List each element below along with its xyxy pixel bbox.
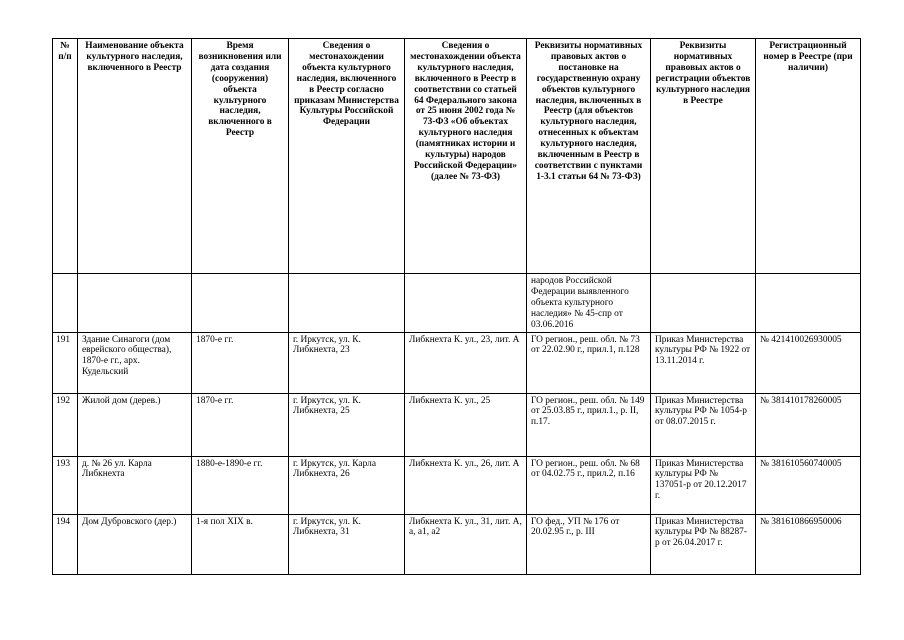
location-law: Либкнехта К. ул., 26, лит. А <box>405 456 527 514</box>
table-row <box>53 332 861 393</box>
header-object-name: Наименование объекта культурного наследия, включенного в Реестр <box>78 39 192 274</box>
creation-date: 1870-е гг. <box>192 332 289 393</box>
location-law: Либкнехта К. ул., 31, лит. А, а, а1, а2 <box>405 514 527 574</box>
header-number: № п/п <box>53 39 78 274</box>
header-row <box>53 39 861 274</box>
table-row <box>53 514 861 574</box>
protection-acts: ГО регион., реш. обл. № 68 от 04.02.75 г., прил.2, п.16 <box>527 456 651 514</box>
registration-acts: Приказ Министерства культуры РФ № 137051-р от 20.12.2017 г. <box>651 456 756 514</box>
object-name: Здание Синагоги (дом еврейского общества), 1870-е гг., арх. Кудельский <box>78 332 192 393</box>
registration-acts: Приказ Министерства культуры РФ № 1054-р от 08.07.2015 г. <box>651 393 756 456</box>
table-row <box>53 456 861 514</box>
registration-acts: Приказ Министерства культуры РФ № 1922 от 13.11.2014 г. <box>651 332 756 393</box>
object-name <box>78 274 192 333</box>
creation-date: 1870-е гг. <box>192 393 289 456</box>
object-name: д. № 26 ул. Карла Либкнехта <box>78 456 192 514</box>
registration-number: № 381410178260005 <box>756 393 861 456</box>
protection-acts: ГО регион., реш. обл. № 73 от 22.02.90 г., прил.1, п.128 <box>527 332 651 393</box>
row-number: 194 <box>53 514 78 574</box>
header-creation-date: Время возникновения или дата создания (сооружения) объекта культурного наследия, включенного в Реестр <box>192 39 289 274</box>
registration-number: № 381610560740005 <box>756 456 861 514</box>
location-law: Либкнехта К. ул., 25 <box>405 393 527 456</box>
header-registration-number: Регистрационный номер в Реестре (при наличии) <box>756 39 861 274</box>
location-ministry: г. Иркутск, ул. К. Либкнехта, 31 <box>289 514 405 574</box>
header-location-ministry: Сведения о местонахождении объекта культурного наследия, включенного в Реестр согласно приказам Министерства Культуры Российской Федерации <box>289 39 405 274</box>
creation-date <box>192 274 289 333</box>
location-ministry: г. Иркутск, ул. К. Либкнехта, 25 <box>289 393 405 456</box>
continuation-row <box>53 274 861 333</box>
location-law <box>405 274 527 333</box>
header-protection-acts: Реквизиты нормативных правовых актов о постановке на государственную охрану объектов культурного наследия, включенных в Реестр (для объектов культурного наследия, отнесенных к объектам культурного наследия, включенным в Реестр в соответствии с пунктами 1-3.1 статьи 64 № 73-ФЗ) <box>527 39 651 274</box>
table-row <box>53 393 861 456</box>
registration-acts: Приказ Министерства культуры РФ № 88287-р от 26.04.2017 г. <box>651 514 756 574</box>
registration-number: № 421410026930005 <box>756 332 861 393</box>
registration-number <box>756 274 861 333</box>
object-name: Жилой дом (дерев.) <box>78 393 192 456</box>
creation-date: 1880-е-1890-е гг. <box>192 456 289 514</box>
heritage-register-table <box>52 38 861 575</box>
object-name: Дом Дубровского (дер.) <box>78 514 192 574</box>
registration-number: № 381610866950006 <box>756 514 861 574</box>
header-registration-acts: Реквизиты нормативных правовых актов о регистрации объектов культурного наследия в Реестре <box>651 39 756 274</box>
location-law: Либкнехта К. ул., 23, лит. А <box>405 332 527 393</box>
protection-acts: ГО регион., реш. обл. № 149 от 25.03.85 г., прил.1., р. II, п.17. <box>527 393 651 456</box>
row-number <box>53 274 78 333</box>
header-location-law: Сведения о местонахождении объекта культурного наследия, включенного в Реестр в соответствии со статьей 64 Федерального закона от 25 июня 2002 года № 73-ФЗ «Об объектах культурного наследия (памятниках истории и культуры) народов Российской Федерации» (далее № 73-ФЗ) <box>405 39 527 274</box>
location-ministry: г. Иркутск, ул. К. Либкнехта, 23 <box>289 332 405 393</box>
row-number: 191 <box>53 332 78 393</box>
row-number: 192 <box>53 393 78 456</box>
protection-acts: народов Российской Федерации выявленного объекта культурного наследия» № 45-спр от 03.06.2016 <box>527 274 651 333</box>
creation-date: 1-я пол XIX в. <box>192 514 289 574</box>
location-ministry: г. Иркутск, ул. Карла Либкнехта, 26 <box>289 456 405 514</box>
protection-acts: ГО фед., УП № 176 от 20.02.95 г., р. III <box>527 514 651 574</box>
registration-acts <box>651 274 756 333</box>
location-ministry <box>289 274 405 333</box>
row-number: 193 <box>53 456 78 514</box>
